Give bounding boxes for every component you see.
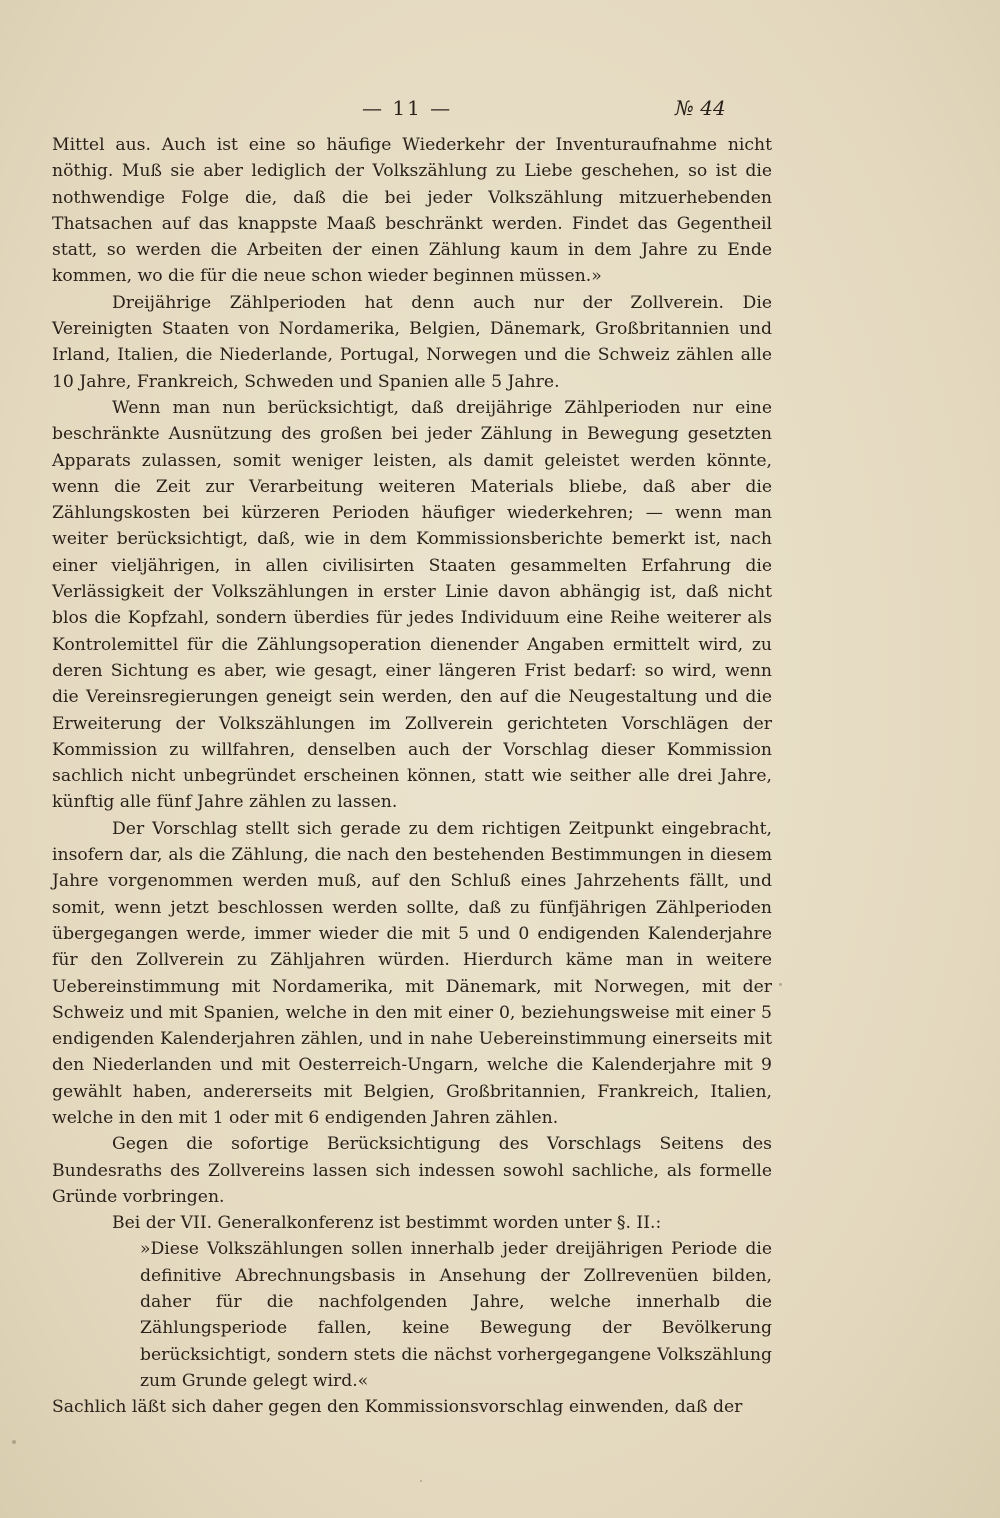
page-number: — 11 —	[362, 96, 453, 120]
paragraph: Gegen die sofortige Berücksichtigung des Vorschlags Seitens des Bundesraths des Zollvereins lassen sich indessen sowohl sachliche, als formelle Gründe vorbringen.	[52, 1134, 772, 1207]
paragraph: Der Vorschlag stellt sich gerade zu dem richtigen Zeitpunkt eingebracht, insofern dar, als die Zählung, die nach den bestehenden Bestimmungen in diesem Jahre vorgenommen werden muß, auf den Schluß eines Jahrzehents fällt, und somit, wenn jetzt beschlossen werden sollte, daß zu fünfjährigen Zählperioden übergegangen werde, immer wieder die mit 5 und 0 endigenden Kalenderjahre für den Zollverein zu Zähljahren würden. Hierdurch käme man in weitere Uebereinstimmung mit Nordamerika, mit Dänemark, mit Norwegen, mit der Schweiz und mit Spanien, welche in den mit einer 0, beziehungsweise mit einer 5 endigenden Kalenderjahren zählen, und in nahe Uebereinstimmung einerseits mit den Niederlanden und mit Oesterreich-Ungarn, welche die Kalenderjahre mit 9 gewählt haben, andererseits mit Belgien, Großbritannien, Frankreich, Italien, welche in den mit 1 oder mit 6 endigenden Jahren zählen.	[52, 818, 772, 1128]
paragraph: Dreijährige Zählperioden hat denn auch nur der Zollverein. Die Vereinigten Staaten von Nordamerika, Belgien, Dänemark, Großbritannien und Irland, Italien, die Niederlande, Portugal, Norwegen und die Schweiz zählen alle 10 Jahre, Frankreich, Schweden und Spanien alle 5 Jahre.	[52, 292, 772, 392]
paper-speck	[779, 983, 782, 986]
paragraph-continued: Mittel aus. Auch ist eine so häufige Wiederkehr der Inventuraufnahme nicht nöthig. Muß sie aber lediglich der Volkszählung zu Liebe geschehen, so ist die nothwendige Folge die, daß die bei jeder Volkszählung mitzuerhebenden Thatsachen auf das knappste Maaß beschränkt werden. Findet das Gegentheil statt, so werden die Arbeiten der einen Zählung kaum in dem Jahre zu Ende kommen, wo die für die neue schon wieder beginnen müssen.»	[52, 135, 772, 287]
text-body	[52, 132, 772, 1421]
document-number: № 44	[675, 96, 726, 120]
block-quote: »Diese Volkszählungen sollen innerhalb jeder dreijährigen Periode die definitive Abrechnungsbasis in Ansehung der Zollrevenüen bilden, daher für die nachfolgenden Jahre, welche innerhalb die Zählungsperiode fallen, keine Bewegung der Bevölkerung berücksichtigt, sondern stets die nächst vorhergegangene Volkszählung zum Grunde gelegt wird.«	[140, 1239, 772, 1391]
paragraph: Bei der VII. Generalkonferenz ist bestimmt worden unter §. II.:	[112, 1213, 662, 1234]
paper-speck	[12, 1440, 16, 1444]
page-header	[0, 96, 1000, 126]
paragraph-last: Sachlich läßt sich daher gegen den Kommissionsvorschlag einwenden, daß der	[52, 1397, 743, 1418]
paragraph: Wenn man nun berücksichtigt, daß dreijährige Zählperioden nur eine beschränkte Ausnützung des großen bei jeder Zählung in Bewegung gesetzten Apparats zulassen, somit weniger leisten, als damit geleistet werden könnte, wenn die Zeit zur Verarbeitung weiteren Materials bliebe, daß aber die Zählungskosten bei kürzeren Perioden häufiger wiederkehren; — wenn man weiter berücksichtigt, daß, wie in dem Kommissionsberichte bemerkt ist, nach einer vieljährigen, in allen civilisirten Staaten gesammelten Erfahrung die Verlässigkeit der Volkszählungen in erster Linie davon abhängig ist, daß nicht blos die Kopfzahl, sondern überdies für jedes Individuum eine Reihe weiterer als Kontrolemittel für die Zählungsoperation dienender Angaben ermittelt wird, zu deren Sichtung es aber, wie gesagt, einer längeren Frist bedarf: so wird, wenn die Vereinsregierungen geneigt sein werden, den auf die Neugestaltung und die Erweiterung der Volkszählungen im Zollverein gerichteten Vorschlägen der Kommission zu willfahren, denselben auch der Vorschlag dieser Kommission sachlich nicht unbegründet erscheinen können, statt wie seither alle drei Jahre, künftig alle fünf Jahre zählen zu lassen.	[52, 397, 772, 813]
paper-speck	[420, 1480, 422, 1482]
